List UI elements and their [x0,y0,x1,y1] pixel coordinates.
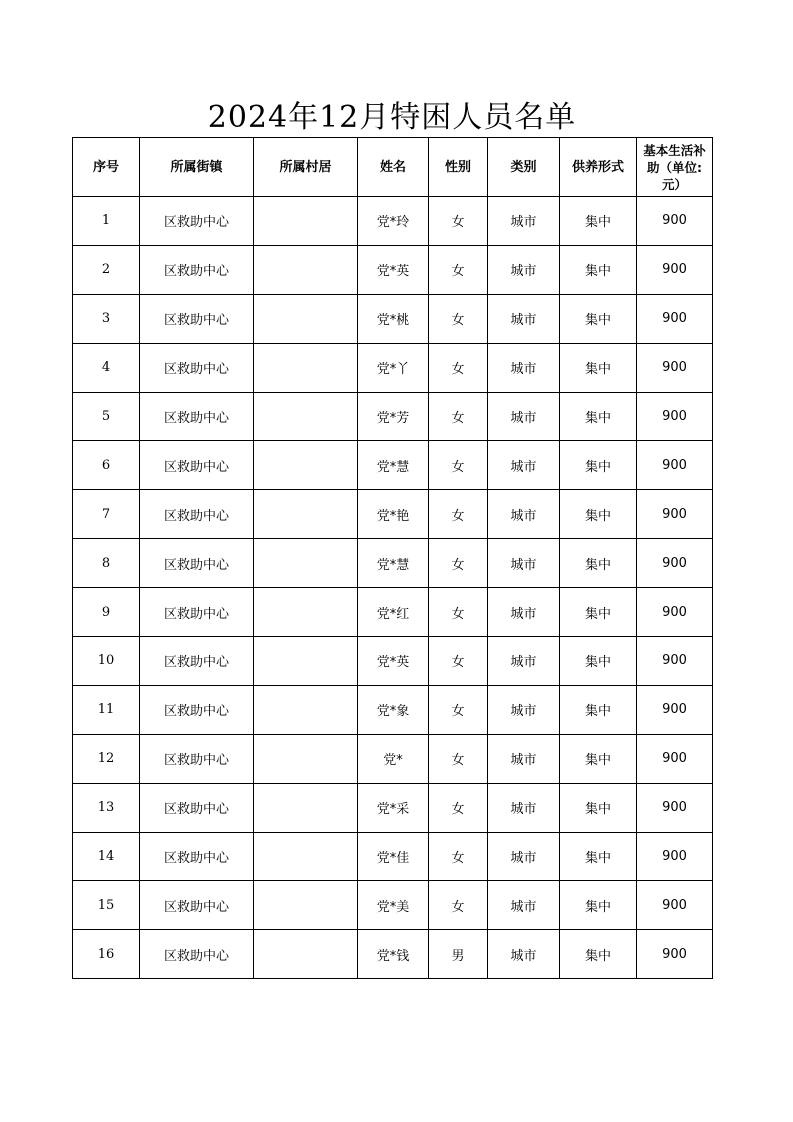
cell-support-form: 集中 [560,832,637,881]
table-row [73,734,713,783]
cell-gender: 女 [429,539,488,588]
table-row [73,294,713,343]
cell-subsidy: 900 [637,245,713,294]
cell-subsidy: 900 [637,734,713,783]
cell-street-town: 区救助中心 [140,197,254,246]
table-row [73,490,713,539]
cell-village-community [254,294,358,343]
cell-name: 党*采 [358,783,429,832]
header-gender: 性别 [429,138,488,197]
cell-subsidy: 900 [637,441,713,490]
cell-subsidy: 900 [637,588,713,637]
cell-serial: 12 [73,734,140,783]
cell-name: 党*佳 [358,832,429,881]
cell-village-community [254,441,358,490]
cell-support-form: 集中 [560,685,637,734]
cell-gender: 女 [429,685,488,734]
cell-subsidy: 900 [637,881,713,930]
cell-subsidy: 900 [637,685,713,734]
cell-name: 党*丫 [358,343,429,392]
cell-serial: 1 [73,197,140,246]
cell-village-community [254,490,358,539]
cell-gender: 女 [429,734,488,783]
cell-gender: 女 [429,441,488,490]
cell-village-community [254,539,358,588]
header-row [73,138,713,197]
cell-serial: 8 [73,539,140,588]
cell-subsidy: 900 [637,637,713,686]
cell-category: 城市 [488,490,560,539]
cell-support-form: 集中 [560,588,637,637]
cell-support-form: 集中 [560,783,637,832]
table-row [73,343,713,392]
cell-subsidy: 900 [637,294,713,343]
cell-subsidy: 900 [637,343,713,392]
cell-street-town: 区救助中心 [140,685,254,734]
cell-subsidy: 900 [637,197,713,246]
cell-village-community [254,832,358,881]
cell-subsidy: 900 [637,392,713,441]
cell-serial: 13 [73,783,140,832]
roster-table [72,137,713,979]
cell-support-form: 集中 [560,734,637,783]
cell-street-town: 区救助中心 [140,441,254,490]
cell-serial: 9 [73,588,140,637]
cell-name: 党*玲 [358,197,429,246]
cell-village-community [254,343,358,392]
cell-category: 城市 [488,441,560,490]
cell-category: 城市 [488,294,560,343]
cell-street-town: 区救助中心 [140,245,254,294]
cell-category: 城市 [488,197,560,246]
cell-subsidy: 900 [637,490,713,539]
cell-village-community [254,637,358,686]
table-row [73,197,713,246]
cell-name: 党*象 [358,685,429,734]
cell-serial: 3 [73,294,140,343]
cell-street-town: 区救助中心 [140,392,254,441]
cell-serial: 7 [73,490,140,539]
cell-gender: 女 [429,294,488,343]
cell-village-community [254,197,358,246]
cell-serial: 2 [73,245,140,294]
cell-gender: 女 [429,343,488,392]
cell-gender: 女 [429,637,488,686]
cell-street-town: 区救助中心 [140,930,254,979]
cell-street-town: 区救助中心 [140,343,254,392]
cell-name: 党*艳 [358,490,429,539]
cell-support-form: 集中 [560,637,637,686]
table-body [73,197,713,979]
cell-category: 城市 [488,588,560,637]
cell-subsidy: 900 [637,783,713,832]
cell-gender: 女 [429,881,488,930]
cell-village-community [254,881,358,930]
cell-name: 党*芳 [358,392,429,441]
cell-name: 党*钱 [358,930,429,979]
cell-serial: 14 [73,832,140,881]
header-street-town: 所属街镇 [140,138,254,197]
cell-support-form: 集中 [560,441,637,490]
table-row [73,392,713,441]
cell-subsidy: 900 [637,930,713,979]
cell-village-community [254,588,358,637]
cell-name: 党*美 [358,881,429,930]
cell-serial: 10 [73,637,140,686]
cell-street-town: 区救助中心 [140,881,254,930]
table-row [73,930,713,979]
cell-category: 城市 [488,245,560,294]
cell-support-form: 集中 [560,392,637,441]
cell-support-form: 集中 [560,343,637,392]
cell-gender: 女 [429,832,488,881]
header-village-community: 所属村居 [254,138,358,197]
cell-category: 城市 [488,343,560,392]
cell-subsidy: 900 [637,539,713,588]
cell-serial: 4 [73,343,140,392]
cell-category: 城市 [488,685,560,734]
cell-category: 城市 [488,832,560,881]
cell-village-community [254,930,358,979]
table-row [73,685,713,734]
cell-gender: 女 [429,197,488,246]
cell-category: 城市 [488,930,560,979]
cell-village-community [254,245,358,294]
cell-name: 党*红 [358,588,429,637]
cell-name: 党*英 [358,637,429,686]
cell-category: 城市 [488,539,560,588]
cell-street-town: 区救助中心 [140,637,254,686]
cell-street-town: 区救助中心 [140,588,254,637]
cell-street-town: 区救助中心 [140,734,254,783]
cell-support-form: 集中 [560,294,637,343]
cell-village-community [254,685,358,734]
cell-street-town: 区救助中心 [140,783,254,832]
table-row [73,783,713,832]
cell-category: 城市 [488,637,560,686]
cell-category: 城市 [488,392,560,441]
cell-support-form: 集中 [560,197,637,246]
cell-village-community [254,392,358,441]
cell-village-community [254,783,358,832]
header-support-form: 供养形式 [560,138,637,197]
cell-serial: 15 [73,881,140,930]
cell-support-form: 集中 [560,539,637,588]
cell-support-form: 集中 [560,930,637,979]
cell-support-form: 集中 [560,881,637,930]
header-category: 类别 [488,138,560,197]
table-row [73,832,713,881]
cell-serial: 6 [73,441,140,490]
cell-name: 党* [358,734,429,783]
page-title: 2024年12月特困人员名单 [207,100,577,135]
table-header [73,138,713,197]
cell-street-town: 区救助中心 [140,294,254,343]
cell-gender: 女 [429,392,488,441]
cell-street-town: 区救助中心 [140,490,254,539]
table-row [73,441,713,490]
cell-serial: 11 [73,685,140,734]
cell-gender: 女 [429,783,488,832]
table-row [73,539,713,588]
cell-serial: 5 [73,392,140,441]
cell-gender: 女 [429,245,488,294]
header-name: 姓名 [358,138,429,197]
cell-street-town: 区救助中心 [140,539,254,588]
cell-name: 党*英 [358,245,429,294]
cell-support-form: 集中 [560,490,637,539]
cell-subsidy: 900 [637,832,713,881]
cell-village-community [254,734,358,783]
cell-street-town: 区救助中心 [140,832,254,881]
header-basic-subsidy: 基本生活补助（单位:元） [637,138,713,197]
table-row [73,881,713,930]
cell-category: 城市 [488,881,560,930]
header-serial: 序号 [73,138,140,197]
table-row [73,637,713,686]
table-row [73,245,713,294]
cell-name: 党*慧 [358,539,429,588]
cell-gender: 男 [429,930,488,979]
cell-name: 党*慧 [358,441,429,490]
table-row [73,588,713,637]
cell-category: 城市 [488,783,560,832]
cell-gender: 女 [429,490,488,539]
cell-name: 党*桃 [358,294,429,343]
cell-category: 城市 [488,734,560,783]
cell-serial: 16 [73,930,140,979]
cell-support-form: 集中 [560,245,637,294]
cell-gender: 女 [429,588,488,637]
